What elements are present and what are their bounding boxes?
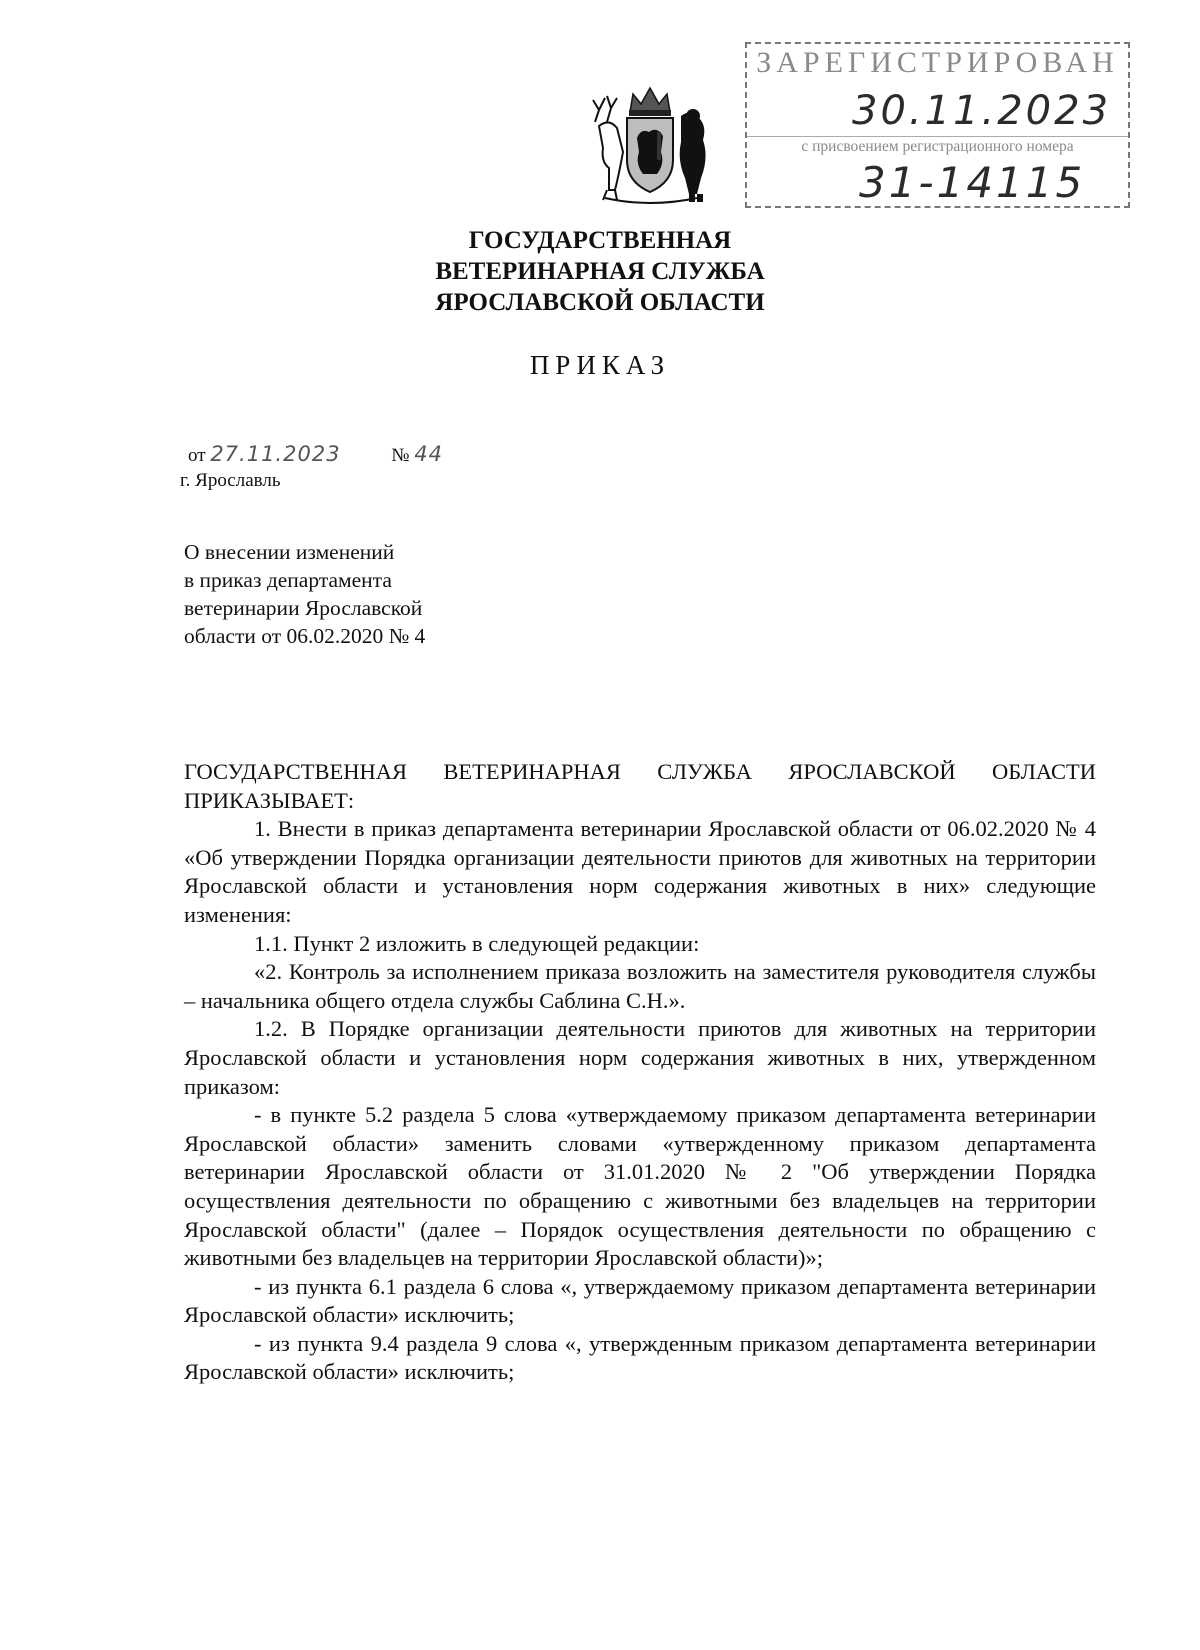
org-title-line: ГОСУДАРСТВЕННАЯ <box>468 227 732 254</box>
registration-stamp <box>745 42 1130 208</box>
paragraph: - из пункта 6.1 раздела 6 слова «, утверждаемому приказом департамента ветеринарии Ярославской области» исключить; <box>184 1273 1096 1328</box>
paragraph: - из пункта 9.4 раздела 9 слова «, утвержденным приказом департамента ветеринарии Ярославской области» исключить; <box>184 1330 1096 1385</box>
stamp-number: 31-14115 <box>859 158 1086 207</box>
paragraph: 1.2. В Порядке организации деятельности приютов для животных на территории Ярославской области и установления норм содержания животных в них, утвержденном приказом: <box>184 1016 1096 1099</box>
org-title-line: ВЕТЕРИНАРНАЯ СЛУЖБА <box>435 258 765 285</box>
order-body <box>184 758 1096 1387</box>
paragraph: - в пункте 5.2 раздела 5 слова «утверждаемому приказом департамента ветеринарии Ярославской области» заменить словами «утвержденному приказом департамента ветеринарии Ярославской области от 31.01.2020 № 2 "Об утверждении Порядка осуществления деятельности по обращению с животными без владельцев на территории Ярославской области" (далее – Порядок осуществления деятельности по обращению с животными без владельцев на территории Ярославской области)»; <box>184 1102 1096 1271</box>
subject-line: О внесении изменений <box>184 540 395 564</box>
subject-line: области от 06.02.2020 № 4 <box>184 624 426 648</box>
organization-title <box>300 225 900 318</box>
subject-line: ветеринарии Ярославской <box>184 596 423 620</box>
preamble: ГОСУДАРСТВЕННАЯ ВЕТЕРИНАРНАЯ СЛУЖБА ЯРОСЛАВСКОЙ ОБЛАСТИ ПРИКАЗЫВАЕТ: <box>184 759 1096 813</box>
paragraph: 1. Внести в приказ департамента ветеринарии Ярославской области от 06.02.2020 № 4 «Об утверждении Порядка организации деятельности приютов для животных на территории Ярославской области и установления норм содержания животных в них» следующие изменения: <box>184 816 1096 927</box>
order-subject <box>184 538 425 650</box>
stamp-title: ЗАРЕГИСТРИРОВАН <box>756 46 1119 79</box>
coat-of-arms-icon <box>585 82 715 207</box>
city: г. Ярославль <box>180 470 281 491</box>
date-prefix: от <box>188 445 206 466</box>
order-date: 27.11.2023 <box>210 442 341 466</box>
stamp-subtitle: с присвоением регистрационного номера <box>747 136 1128 156</box>
paragraph: «2. Контроль за исполнением приказа возложить на заместителя руководителя службы – начальника общего отдела службы Саблина С.Н.». <box>184 959 1096 1013</box>
order-number: 44 <box>414 442 443 466</box>
stamp-date: 30.11.2023 <box>852 88 1112 134</box>
date-line <box>188 442 443 467</box>
paragraph: 1.1. Пункт 2 изложить в следующей редакции: <box>254 930 700 956</box>
number-sign: № <box>391 445 410 466</box>
org-title-line: ЯРОСЛАВСКОЙ ОБЛАСТИ <box>435 289 765 316</box>
subject-line: в приказ департамента <box>184 568 392 592</box>
document-type: ПРИКАЗ <box>529 350 671 380</box>
